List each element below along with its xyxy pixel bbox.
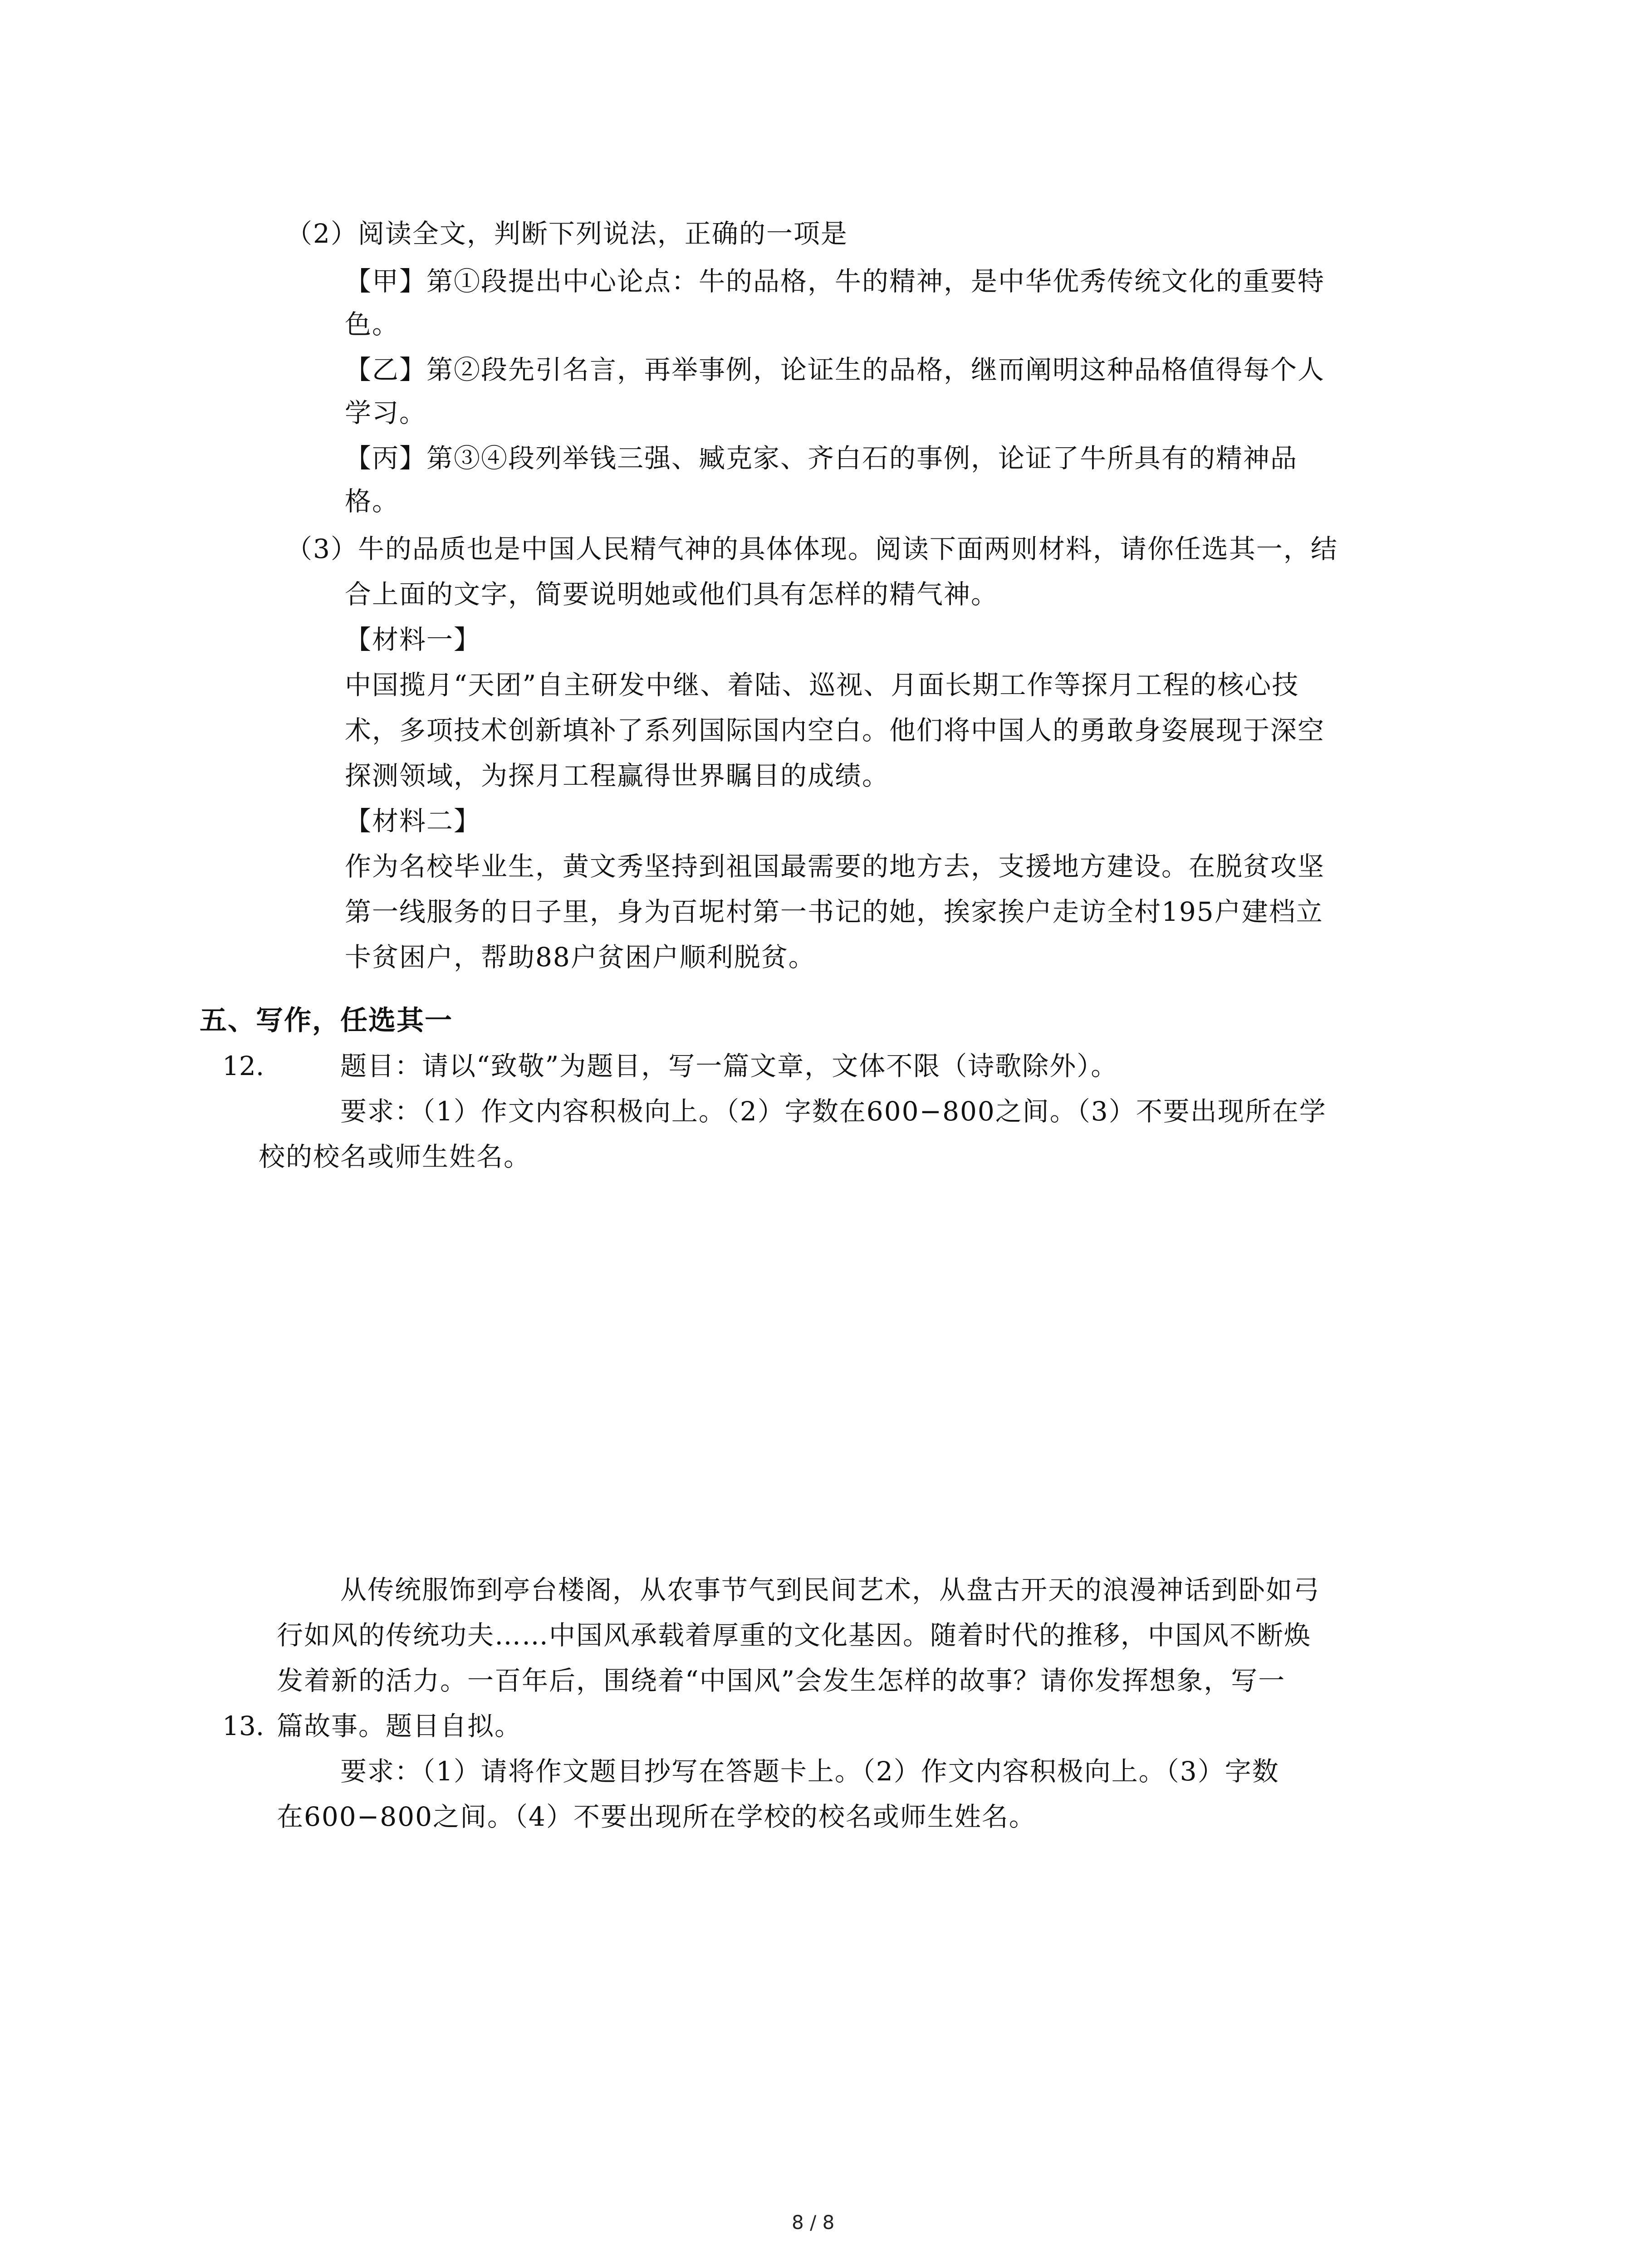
- q12-requirements-line2: 校的校名或师生姓名。: [259, 1141, 531, 1172]
- q13-text-line2: 行如风的传统功夫……中国风承载着厚重的文化基因。随着时代的推移，中国风不断焕: [277, 1620, 1312, 1651]
- q3-stem-line1: （3）牛的品质也是中国人民精气神的具体体现。阅读下面两则材料，请你任选其一，结: [286, 533, 1338, 564]
- q13-text-line3: 发着新的活力。一百年后，围绕着“中国风”会发生怎样的故事？请你发挥想象，写一: [277, 1665, 1286, 1696]
- q3-material1-line1: 中国揽月“天团”自主研发中继、着陆、巡视、月面长期工作等探月工程的核心技: [345, 670, 1299, 700]
- q3-material1-line2: 术，多项技术创新填补了系列国际国内空白。他们将中国人的勇敢身姿展现于深空: [345, 715, 1325, 746]
- q2-option-bing-line1: 【丙】第③④段列举钱三强、臧克家、齐白石的事例，论证了牛所具有的精神品: [345, 443, 1298, 474]
- q13-text-line4: 篇故事。题目自拟。: [277, 1711, 522, 1741]
- q3-material2-title: 【材料二】: [345, 806, 481, 836]
- q13-requirements-line2: 在600−800之间。（4）不要出现所在学校的校名或师生姓名。: [277, 1801, 1036, 1832]
- q2-stem: （2）阅读全文，判断下列说法，正确的一项是: [286, 218, 848, 249]
- section-heading: 五、写作，任选其一: [200, 1005, 453, 1036]
- q13-number: 13.: [222, 1711, 265, 1741]
- q3-material1-title: 【材料一】: [345, 624, 481, 655]
- q12-number: 12.: [222, 1051, 265, 1081]
- page-number: 8 / 8: [792, 2211, 835, 2234]
- q13-text-line1: 从传统服饰到亭台楼阁，从农事节气到民间艺术，从盘古开天的浪漫神话到卧如弓: [340, 1574, 1321, 1605]
- q3-stem-line2: 合上面的文字，简要说明她或他们具有怎样的精气神。: [345, 579, 999, 610]
- q3-material1-line3: 探测领域，为探月工程赢得世界瞩目的成绩。: [345, 760, 890, 791]
- q2-option-yi-line2: 学习。: [345, 397, 427, 428]
- q3-material2-line3: 卡贫困户，帮助88户贫困户顺利脱贫。: [345, 942, 816, 973]
- q2-option-yi-line1: 【乙】第②段先引名言，再举事例，论证生的品格，继而阐明这种品格值得每个人: [345, 354, 1325, 385]
- q2-option-bing-line2: 格。: [345, 486, 400, 517]
- q2-option-jia-line1: 【甲】第①段提出中心论点：牛的品格，牛的精神，是中华优秀传统文化的重要特: [345, 266, 1325, 297]
- q3-material2-line1: 作为名校毕业生，黄文秀坚持到祖国最需要的地方去，支援地方建设。在脱贫攻坚: [345, 851, 1325, 882]
- q13-requirements-line1: 要求：（1）请将作文题目抄写在答题卡上。（2）作文内容积极向上。（3）字数: [340, 1756, 1279, 1787]
- q12-title-line: 题目：请以“致敬”为题目，写一篇文章，文体不限（诗歌除外）。: [340, 1051, 1118, 1081]
- q3-material2-line2: 第一线服务的日子里，身为百坭村第一书记的她，挨家挨户走访全村195户建档立: [345, 896, 1323, 927]
- q12-requirements-line1: 要求：（1）作文内容积极向上。（2）字数在600−800之间。（3）不要出现所在学: [340, 1096, 1327, 1127]
- q2-option-jia-line2: 色。: [345, 309, 400, 340]
